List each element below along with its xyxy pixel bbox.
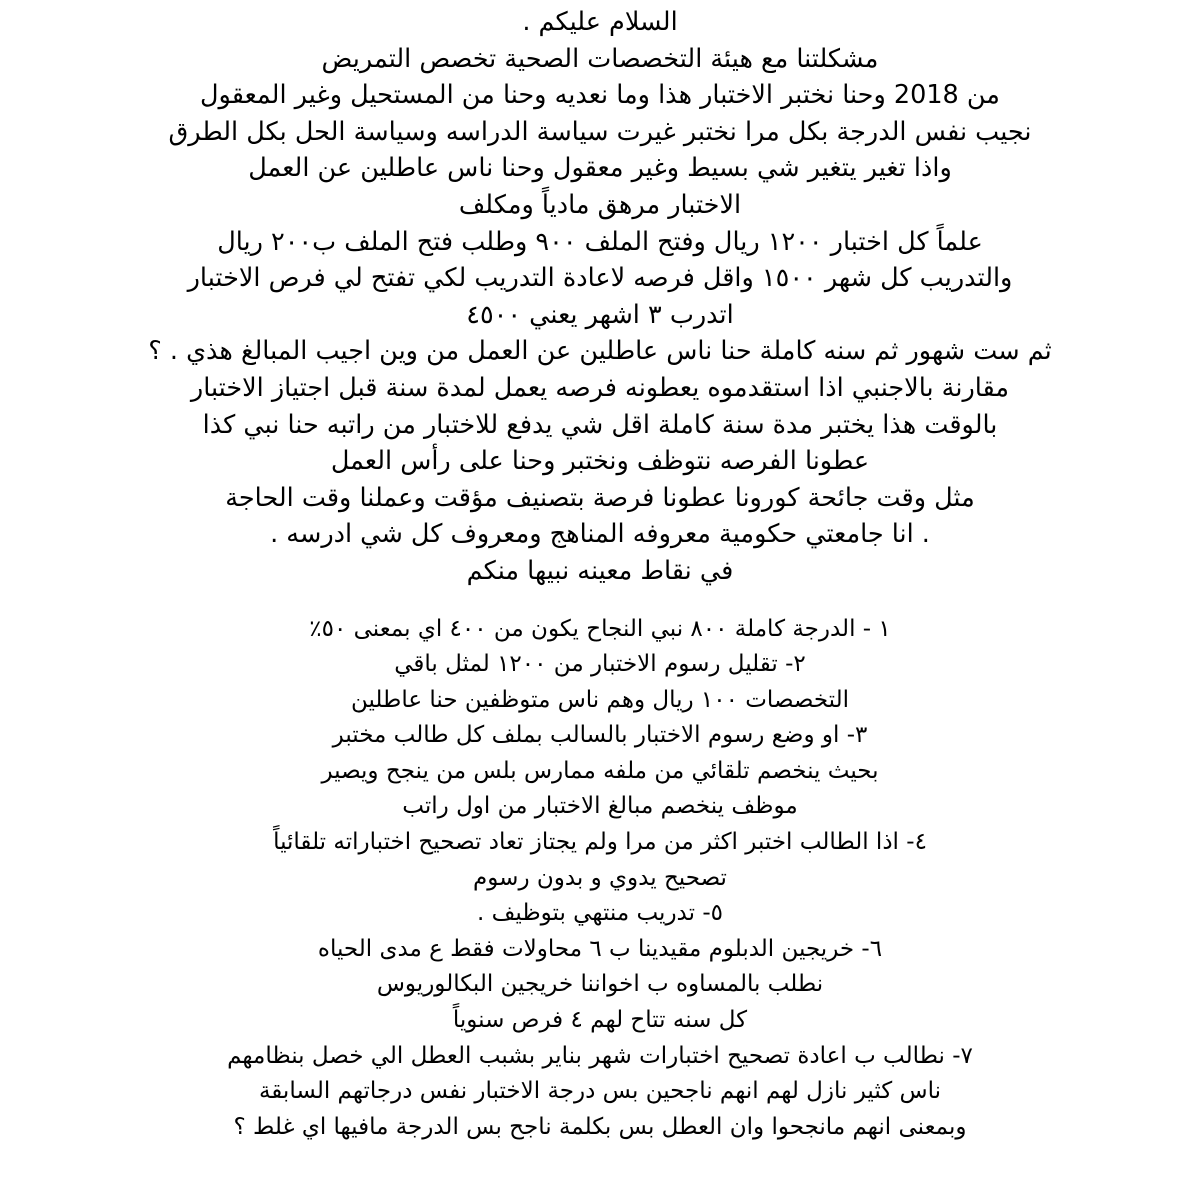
text-line: عطونا الفرصه نتوظف ونختبر وحنا على رأس العمل [330, 446, 870, 477]
list-item: تصحيح يدوي و بدون رسوم [473, 864, 727, 891]
text-line: . انا جامعتي حكومية معروفه المناهج ومعروف كل شي ادرسه . [270, 519, 930, 550]
list-item: موظف ينخصم مبالغ الاختبار من اول راتب [402, 793, 798, 820]
list-item: ٧- نطالب ب اعادة تصحيح اختبارات شهر بناير بشبب العطل الي خصل بنظامهم [227, 1042, 973, 1069]
text-line: ثم ست شهور ثم سنه كاملة حنا ناس عاطلين عن العمل من وين اجيب المبالغ هذي . ؟ [148, 336, 1052, 367]
text-line: مثل وقت جائحة كورونا عطونا فرصة بتصنيف مؤقت وعملنا وقت الحاجة [225, 482, 975, 513]
list-item: التخصصات ١٠٠ ريال وهم ناس متوظفين حنا عاطلين [350, 686, 850, 713]
text-line: بالوقت هذا يختبر مدة سنة كاملة اقل شي يدفع للاختبار من راتبه حنا نبي كذا [202, 409, 998, 440]
list-item: كل سنه تتاح لهم ٤ فرص سنوياً [452, 1007, 748, 1034]
list-item: بحيث ينخصم تلقائي من ملفه ممارس بلس من ينجح ويصير [321, 757, 879, 784]
text-line: الاختبار مرهق مادياً ومكلف [458, 189, 742, 220]
text-line: علماً كل اختبار ١٢٠٠ ريال وفتح الملف ٩٠٠ وطلب فتح الملف ب٢٠٠ ريال [217, 226, 983, 257]
text-line: واذا تغير يتغير شي بسيط وغير معقول وحنا ناس عاطلين عن العمل [248, 153, 952, 184]
list-item: ٥- تدريب منتهي بتوظيف . [476, 900, 724, 927]
section-gap [40, 590, 1160, 612]
text-line: نجيب نفس الدرجة بكل مرا نختبر غيرت سياسة الدراسه وسياسة الحل بكل الطرق [168, 116, 1032, 147]
list-item: ٣- او وضع رسوم الاختبار بالسالب بملف كل طالب مختبر [332, 722, 868, 749]
greeting-line: السلام عليكم . [522, 7, 678, 37]
points-intro-line: في نقاط معينه نبيها منكم [466, 555, 734, 586]
list-item: نطلب بالمساوه ب اخواننا خريجين البكالوريوس [376, 971, 824, 998]
complaint-paragraph [40, 4, 1160, 590]
text-line: مشكلتنا مع هيئة التخصصات الصحية تخصص التمريض [321, 43, 879, 74]
list-item: ناس كثير نازل لهم انهم ناجحين بس درجة الاختبار نفس درجاتهم السابقة [258, 1078, 942, 1105]
list-item: ٤- اذا الطالب اختبر اكثر من مرا ولم يجتاز تعاد تصحيح اختباراته تلقائياً [273, 829, 927, 856]
list-item: ٦- خريجين الدبلوم مقيدينا ب ٦ محاولات فقط ع مدى الحياه [317, 935, 883, 962]
text-line: والتدريب كل شهر ١٥٠٠ واقل فرصه لاعادة التدريب لكي تفتح لي فرص الاختبار [187, 263, 1013, 294]
list-item: ٢- تقليل رسوم الاختبار من ١٢٠٠ لمثل باقي [394, 651, 806, 678]
list-item: وبمعنى انهم مانجحوا وان العطل بس بكلمة ناجح بس الدرجة مافيها اي غلط ؟ [233, 1113, 967, 1140]
text-line: مقارنة بالاجنبي اذا استقدموه يعطونه فرصه يعمل لمدة سنة قبل اجتياز الاختبار [190, 372, 1010, 403]
text-line: من 2018 وحنا نختبر الاختبار هذا وما نعديه وحنا من المستحيل وغير المعقول [200, 80, 1000, 111]
text-line: اتدرب ٣ اشهر يعني ٤٥٠٠ [466, 299, 734, 330]
list-item: ١ - الدرجة كاملة ٨٠٠ نبي النجاح يكون من ٤٠٠ اي بمعنى ٥٠٪ [309, 615, 891, 642]
demands-list [40, 612, 1160, 1146]
